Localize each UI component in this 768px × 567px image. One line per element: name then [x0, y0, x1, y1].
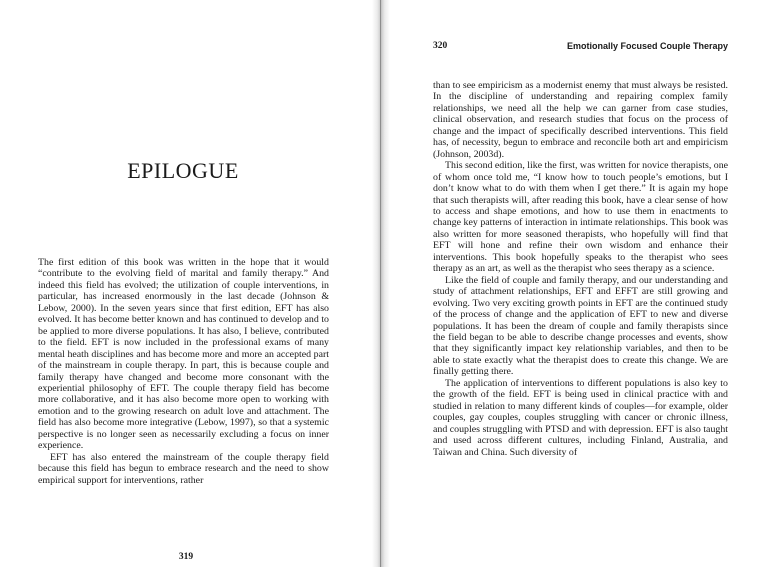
book-gutter: [372, 0, 390, 567]
left-page-body: [38, 257, 329, 486]
gutter-divider: [380, 0, 381, 567]
paragraph: EFT has also entered the mainstream of the couple therapy field because this field has begun to embrace research and the need to show empirical support for interventions, rather: [38, 451, 329, 486]
paragraph: This second edition, like the first, was written for novice therapists, one of whom once told me, “I know how to touch people’s emotions, but I don’t know what to do with them when I get there.” It is again my hope that such therapists will, after reading this book, have a clear sense of how to access and shape emotions, and how to use them in enactments to change key patterns of interaction in intimate relationships. This book was also written for more seasoned therapists, who hopefully will find that EFT will hone and refine their own wisdom and enhance their interventions. This book hopefully speaks to the therapist who sees therapy as an art, as well as the therapist who sees therapy as a science.: [433, 160, 729, 275]
left-page: [0, 0, 372, 567]
chapter-title: EPILOGUE: [127, 158, 239, 183]
right-page-body: [433, 80, 728, 458]
right-page: [390, 0, 768, 567]
paragraph: The first edition of this book was written in the hope that it would “contribute to the evolving field of marital and family therapy.” And indeed this field has evolved; the utilization of couple interventions, in particular, has increased enormously in the last decade (Johnson & Lebow, 2000). In the seven years since that first edition, EFT has also evolved. It has become better known and has continued to develop and to be applied to more diverse populations. It has also, I believe, contributed to the field. EFT is now included in the professional exams of many mental heath disciplines and has become more and more an accepted part of the mainstream in couple therapy. In part, this is because couple and family therapy have changed and become more consonant with the experiential philosophy of EFT. The couple therapy field has become more collaborative, and it has also become more open to working with emotion and to the growing research on adult love and attachment. The field has also become more integrative (Lebow, 1997), so that a systemic perspective is no longer seen as necessarily excluding a focus on inner experience.: [38, 257, 329, 452]
paragraph: than to see empiricism as a modernist enemy that must always be resisted. In the discipline of understanding and repairing complex family relationships, we need all the help we can garner from case studies, clinical observation, and research studies that focus on the process of change and the impact of specifically described interventions. This field has, of necessity, begun to embrace and reconcile both art and empiricism (Johnson, 2003d).: [433, 80, 728, 160]
running-head-title: Emotionally Focused Couple Therapy: [566, 41, 728, 51]
paragraph: The application of interventions to different populations is also key to the growth of the field. EFT is being used in clinical practice with and studied in relation to many different kinds of couples—for example, older couples, gay couples, couples struggling with cancer or chronic illness, and couples struggling with PTSD and with depression. EFT is also taught and used across different cultures, including Finland, Australia, and Taiwan and China. Such diversity of: [433, 377, 728, 458]
running-header: [433, 41, 728, 51]
page-number: 320: [433, 41, 448, 51]
page-number: 319: [178, 552, 194, 562]
paragraph: Like the field of couple and family therapy, and our understanding and study of attachment relationships, EFT and EFFT are still growing and evolving. Two very exciting growth points in EFT are the continued study of the process of change and the application of EFT to new and diverse populations. It has been the dream of couple and family therapists since the field began to be able to describe change processes and events, show that they significantly impact key relationship variables, and then to be able to state exactly what the therapist does to create this change. We are finally getting there.: [433, 274, 728, 378]
